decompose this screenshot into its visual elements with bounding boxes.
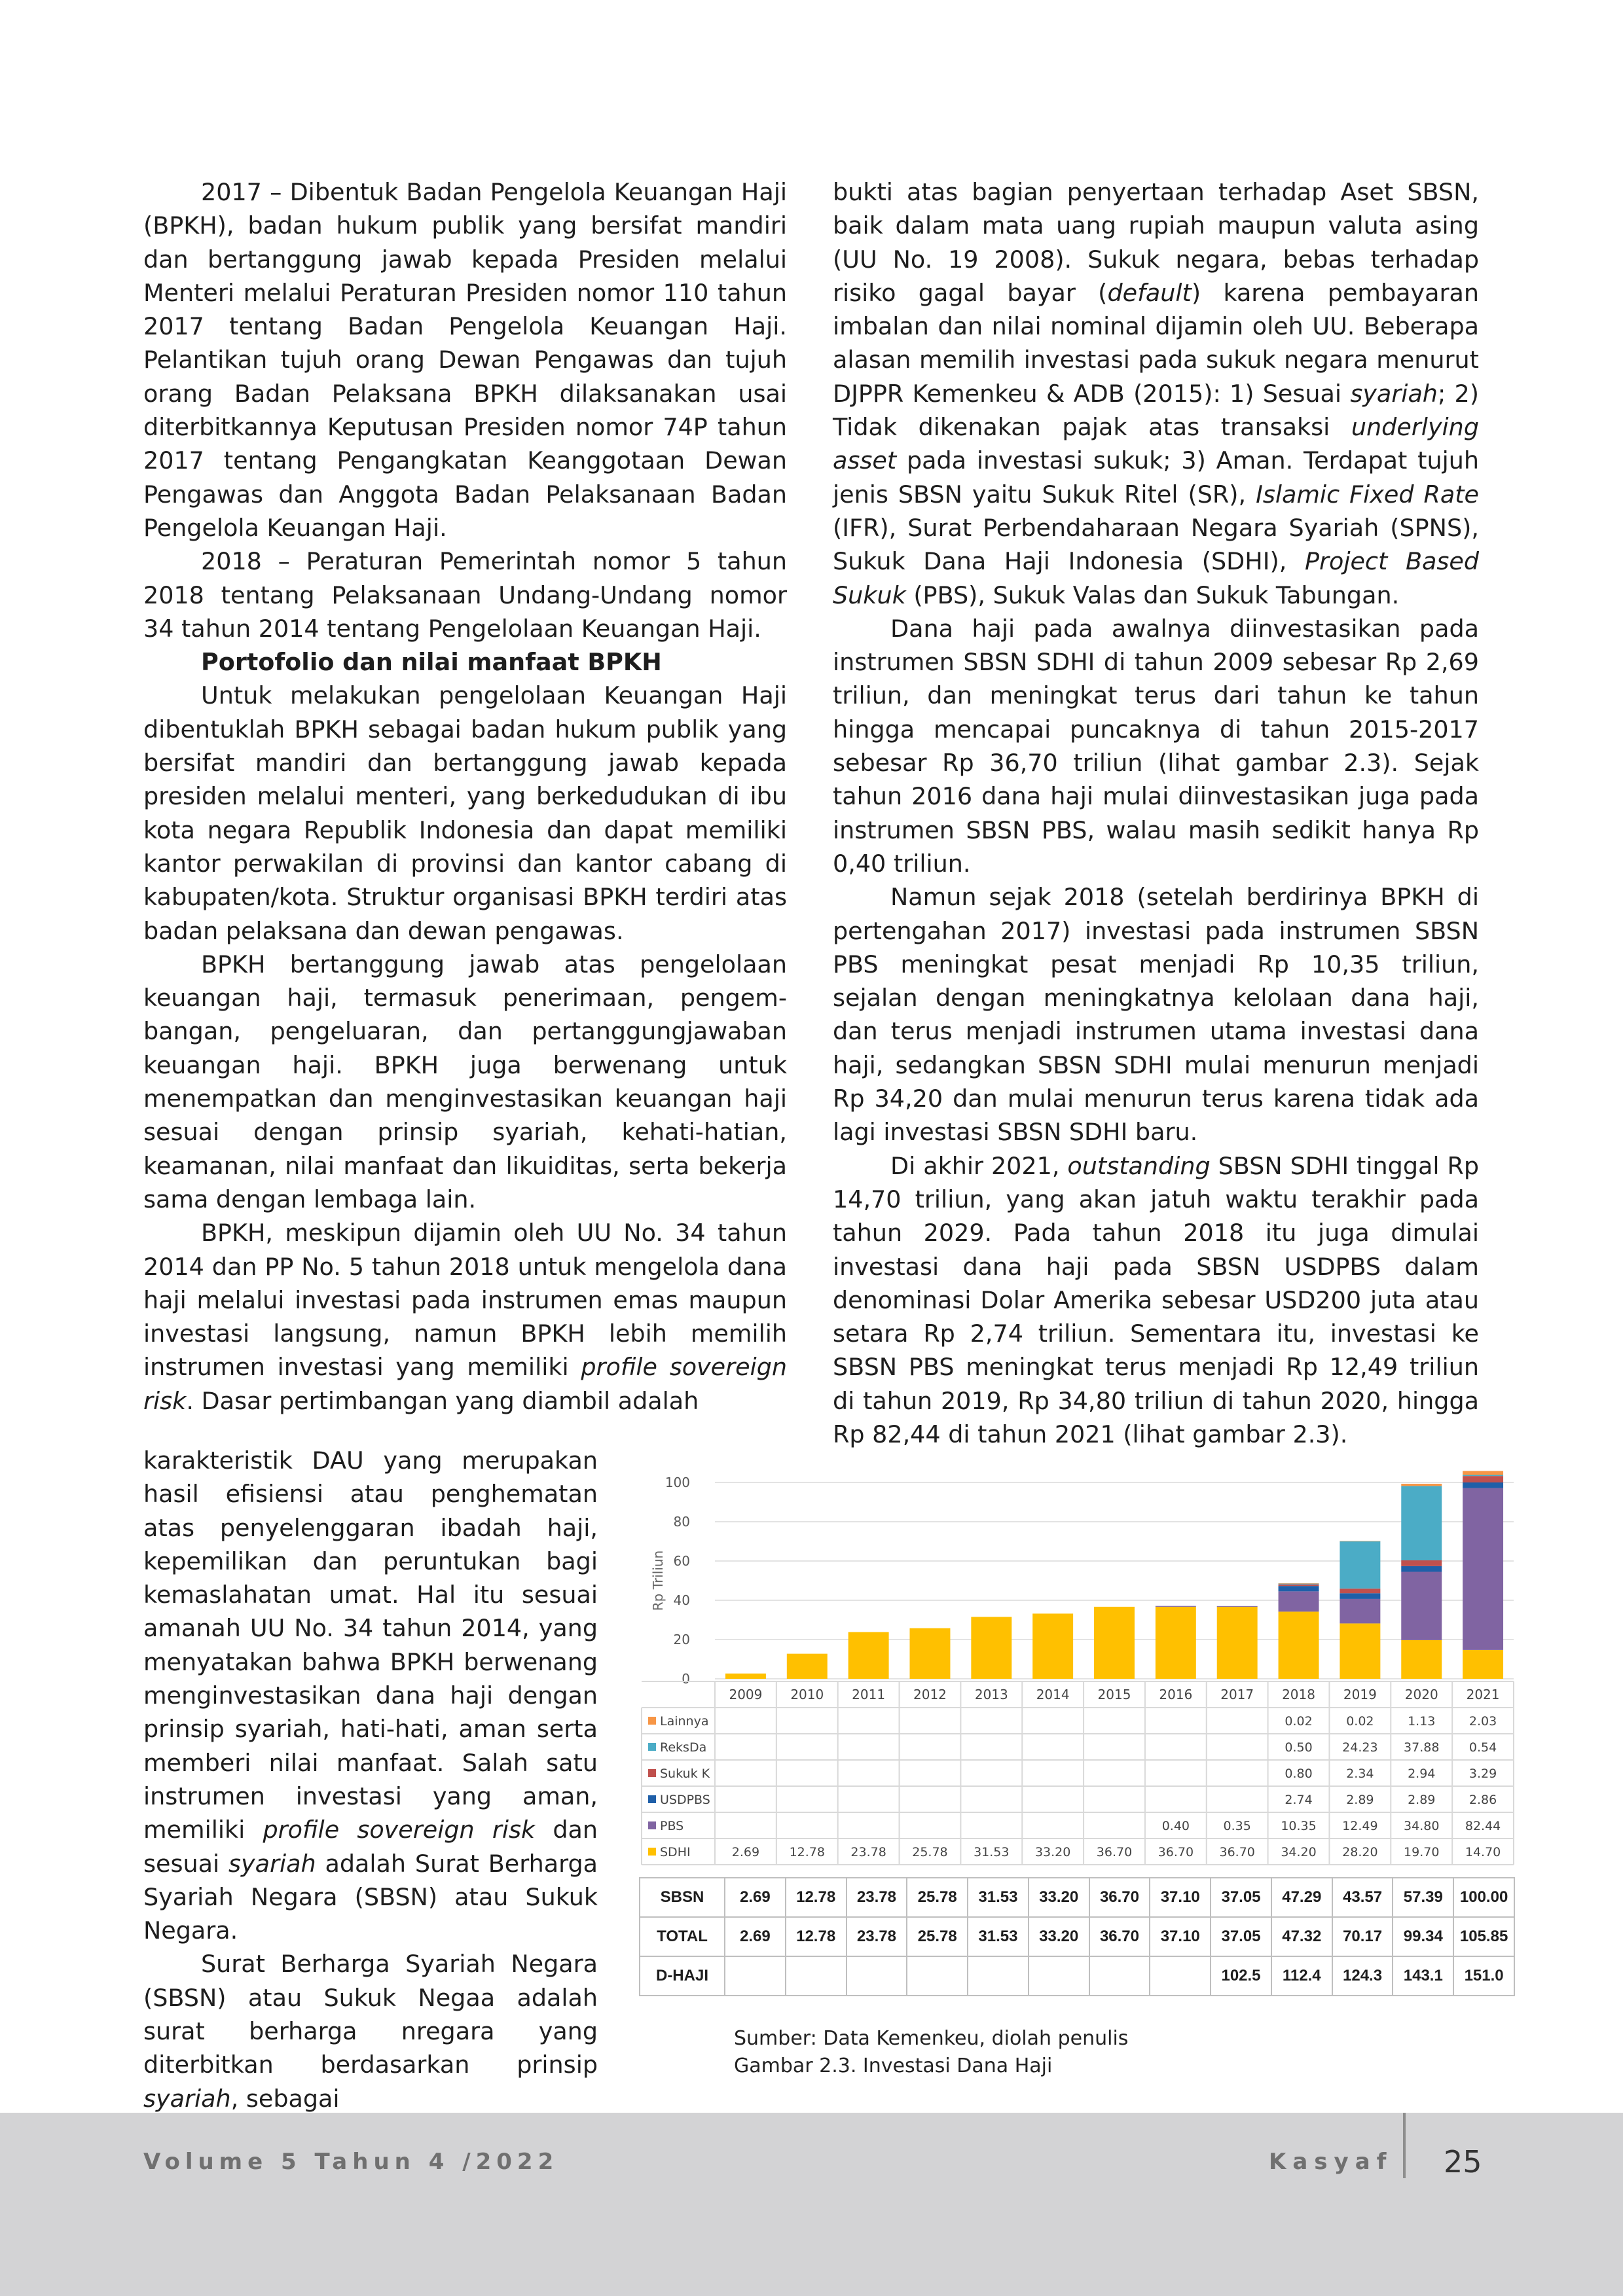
- data-label: 12.49: [1342, 1819, 1378, 1833]
- data-label: 0.35: [1223, 1819, 1251, 1833]
- paragraph: BPKH bertanggung jawab atas pengelolaan keuangan haji, termasuk penerimaan, pengem-bangan, pengeluaran, dan pertanggungjawaban keuangan haji. BPKH juga berwenang untuk menempatkan dan menginvestasikan keuangan haji sesuai dengan prinsip syariah, kehati-hatian, keamanan, nilai manfaat dan likuiditas, serta bekerja sama dengan lembaga lain.: [143, 950, 787, 1213]
- summary-cell: 47.29: [1271, 1878, 1332, 1917]
- summary-cell: 33.20: [1029, 1917, 1089, 1956]
- footer-band: [0, 2113, 1623, 2296]
- text-run: ) karena pembayaran imbalan dan nilai nominal dijamin oleh UU. Beberapa alasan memilih investasi pada sukuk negara menurut DJPPR Kemenkeu & ADB (2015): 1) Sesuai: [833, 278, 1479, 408]
- caption-source: Sumber: Data Kemenkeu, diolah penulis: [734, 2027, 1129, 2050]
- data-label: 33.20: [1034, 1845, 1071, 1859]
- bar-segment: [1463, 1482, 1503, 1488]
- bar-segment: [1401, 1572, 1442, 1640]
- paragraph: Dana haji pada awalnya diinvestasikan pada instrumen SBSN SDHI di tahun 2009 sebesar Rp 2,69 triliun, dan meningkat terus dari tahun ke tahun hingga mencapai puncaknya di tahun 2015-2017 sebesar Rp 36,70 triliun (lihat gambar 2.3). Sejak tahun 2016 dana haji mulai diinvestasikan juga pada instrumen SBSN PBS, walau masih sedikit hanya Rp 0,40 triliun.: [833, 614, 1479, 878]
- summary-cell: 25.78: [907, 1878, 968, 1917]
- paragraph: [143, 1947, 598, 2115]
- legend-swatch: [648, 1717, 656, 1725]
- bar-segment: [1340, 1599, 1380, 1623]
- paragraph: [833, 175, 1479, 612]
- summary-cell: 36.70: [1089, 1917, 1150, 1956]
- summary-cell: 143.1: [1393, 1956, 1453, 1996]
- data-label: 2.03: [1468, 1714, 1497, 1729]
- data-label: 19.70: [1404, 1845, 1440, 1859]
- italic-run: syariah: [143, 2084, 231, 2113]
- caption-title: Gambar 2.3. Investasi Dana Haji: [734, 2054, 1053, 2077]
- legend-swatch: [648, 1769, 656, 1777]
- summary-cell: 36.70: [1089, 1878, 1150, 1917]
- summary-row: [640, 1878, 1514, 1917]
- summary-cell: 47.32: [1271, 1917, 1332, 1956]
- bar-segment: [1279, 1586, 1319, 1591]
- text-run: Di akhir 2021,: [890, 1151, 1068, 1180]
- data-label: 2.86: [1468, 1793, 1497, 1807]
- data-label: 23.78: [850, 1845, 886, 1859]
- summary-cell: [786, 1956, 847, 1996]
- x-tick-label: 2014: [1036, 1687, 1070, 1702]
- italic-run: syariah: [1350, 379, 1438, 408]
- data-label: 10.35: [1281, 1819, 1317, 1833]
- summary-cell: [968, 1956, 1029, 1996]
- italic-run: profile sovereign risk: [143, 1353, 787, 1415]
- bar-segment: [1340, 1588, 1380, 1593]
- italic-run: Project Based Sukuk: [833, 547, 1479, 609]
- text-run: BPKH, meskipun dijamin oleh UU No. 34 tahun 2014 dan PP No. 5 tahun 2018 untuk mengelola dana haji melalui investasi pada instrumen emas maupun investasi langsung, namun BPKH lebih memilih instrumen investasi yang memiliki: [143, 1219, 787, 1382]
- x-tick-label: 2016: [1159, 1687, 1193, 1702]
- summary-cell: 23.78: [847, 1917, 907, 1956]
- stacked-bar-chart: [629, 1466, 1519, 1878]
- paragraph: 2018 – Peraturan Pemerintah nomor 5 tahun 2018 tentang Pelaksanaan Undang-Undang nomor 34 tahun 2014 tentang Pengelolaan Keuangan Haji.: [143, 547, 787, 643]
- bar-segment: [1217, 1606, 1258, 1607]
- text-run: adalah Surat Berharga Syariah Negara (SBSN) atau Sukuk Negara.: [143, 1849, 598, 1945]
- text-run: Surat Berharga Syariah Negara (SBSN) atau Sukuk Negaa adalah surat berharga nregara yang diterbitkan berdasarkan prinsip: [143, 1950, 598, 2079]
- summary-cell: 151.0: [1453, 1956, 1514, 1996]
- x-tick-label: 2013: [974, 1687, 1008, 1702]
- summary-cell: [725, 1956, 786, 1996]
- y-tick-label: 60: [673, 1553, 690, 1569]
- x-tick-label: 2021: [1466, 1687, 1500, 1702]
- bar-segment: [725, 1674, 766, 1679]
- summary-cell: [1029, 1956, 1089, 1996]
- data-label: 0.54: [1468, 1740, 1497, 1755]
- summary-cell: 102.5: [1211, 1956, 1271, 1996]
- bar-segment: [1279, 1611, 1319, 1679]
- data-label: 12.78: [789, 1845, 825, 1859]
- data-label: 36.70: [1096, 1845, 1133, 1859]
- summary-cell: [847, 1956, 907, 1996]
- y-tick-label: 100: [665, 1475, 690, 1490]
- summary-cell: [1089, 1956, 1150, 1996]
- data-label: 34.80: [1404, 1819, 1440, 1833]
- bar-segment: [1463, 1488, 1503, 1650]
- text-run: karakteristik DAU yang merupakan hasil efisiensi atau penghematan atas penyelenggaran ibadah haji, kepemilikan dan peruntukan bagi kemaslahatan umat. Hal itu sesuai amanah UU No. 34 tahun 2014, yang menyatakan bahwa BPKH berwenang menginvestasikan dana haji dengan prinsip syariah, hati-hati, aman serta memberi nilai manfaat. Salah satu instrumen investasi yang aman, memiliki: [143, 1446, 598, 1844]
- footer-volume: Volume 5 Tahun 4 /2022: [143, 2149, 559, 2175]
- legend-swatch: [648, 1743, 656, 1751]
- legend-label: ReksDa: [660, 1740, 707, 1755]
- summary-cell: 31.53: [968, 1917, 1029, 1956]
- summary-row: [640, 1956, 1514, 1996]
- legend-label: SDHI: [660, 1845, 691, 1859]
- summary-cell: 105.85: [1453, 1917, 1514, 1956]
- footer-divider: [1403, 2113, 1406, 2178]
- bar-segment: [1094, 1607, 1135, 1679]
- data-label: 0.02: [1285, 1714, 1313, 1729]
- bar-segment: [848, 1632, 889, 1679]
- data-label: 2.89: [1346, 1793, 1374, 1807]
- summary-cell: 12.78: [786, 1917, 847, 1956]
- summary-cell: 12.78: [786, 1878, 847, 1917]
- data-label: 2.69: [731, 1845, 760, 1859]
- x-tick-label: 2015: [1097, 1687, 1131, 1702]
- x-tick-label: 2010: [790, 1687, 824, 1702]
- y-tick-label: 0: [682, 1671, 690, 1687]
- x-tick-label: 2009: [729, 1687, 763, 1702]
- legend-swatch: [648, 1795, 656, 1803]
- data-label: 0.40: [1161, 1819, 1190, 1833]
- left-column-wrapped: [143, 1444, 598, 2115]
- summary-cell: [1150, 1956, 1211, 1996]
- data-label: 34.20: [1281, 1845, 1317, 1859]
- summary-row: [640, 1917, 1514, 1956]
- summary-cell: 23.78: [847, 1878, 907, 1917]
- data-label: 36.70: [1219, 1845, 1255, 1859]
- x-tick-label: 2011: [852, 1687, 886, 1702]
- summary-cell: 124.3: [1332, 1956, 1393, 1996]
- paragraph: Untuk melakukan pengelolaan Keuangan Haji dibentuklah BPKH sebagai badan hukum publik yang bersifat mandiri dan bertanggung jawab kepada presiden melalui menteri, yang berkedudukan di ibu kota negara Republik Indonesia dan dapat memiliki kantor perwakilan di provinsi dan kantor cabang di kabupaten/kota. Struktur organisasi BPKH terdiri atas badan pelaksana dan dewan pengawas.: [143, 681, 787, 945]
- summary-cell: 2.69: [725, 1917, 786, 1956]
- data-label: 0.50: [1285, 1740, 1313, 1755]
- legend-label: PBS: [660, 1819, 684, 1833]
- bar-segment: [1463, 1476, 1503, 1482]
- text-run: (PBS), Sukuk Valas dan Sukuk Tabungan.: [905, 581, 1400, 609]
- text-run: bukti atas bagian penyertaan terhadap Aset SBSN, baik dalam mata uang rupiah maupun valuta asing (UU No. 19 2008). Sukuk negara, bebas terhadap risiko gagal bayar (: [833, 178, 1479, 307]
- summary-cell: 37.10: [1150, 1878, 1211, 1917]
- data-label: 3.29: [1468, 1767, 1497, 1781]
- text-run: dan sesuai: [143, 1816, 598, 1878]
- summary-cell: 100.00: [1453, 1878, 1514, 1917]
- italic-run: underlying asset: [833, 413, 1479, 475]
- bar-segment: [1463, 1475, 1503, 1477]
- bar-segment: [971, 1617, 1012, 1679]
- text-run: (IFR), Surat Perbendaharaan Negara Syariah (SPNS), Sukuk Dana Haji Indonesia (SDHI),: [833, 513, 1479, 576]
- data-label: 24.23: [1342, 1740, 1378, 1755]
- y-tick-label: 40: [673, 1592, 690, 1608]
- legend-swatch: [648, 1848, 656, 1856]
- summary-cell: 25.78: [907, 1917, 968, 1956]
- text-run: pada investasi sukuk; 3) Aman. Terdapat tujuh jenis SBSN yaitu Sukuk Ritel (SR),: [833, 446, 1479, 509]
- data-label: 14.70: [1465, 1845, 1501, 1859]
- summary-cell: 57.39: [1393, 1878, 1453, 1917]
- bar-segment: [1401, 1560, 1442, 1566]
- bar-segment: [1279, 1591, 1319, 1611]
- summary-cell: 99.34: [1393, 1917, 1453, 1956]
- data-label: 28.20: [1342, 1845, 1378, 1859]
- bar-segment: [1401, 1566, 1442, 1572]
- data-label: 2.34: [1346, 1767, 1374, 1781]
- summary-cell: 43.57: [1332, 1878, 1393, 1917]
- summary-row-label: D-HAJI: [640, 1956, 725, 1996]
- data-label: 0.80: [1285, 1767, 1313, 1781]
- data-label: 82.44: [1465, 1819, 1501, 1833]
- x-tick-label: 2019: [1343, 1687, 1377, 1702]
- x-tick-label: 2012: [913, 1687, 947, 1702]
- bar-segment: [1401, 1640, 1442, 1679]
- text-run: . Dasar pertimbangan yang diambil adalah: [186, 1386, 699, 1415]
- italic-run: default: [1107, 278, 1192, 307]
- data-label: 36.70: [1158, 1845, 1194, 1859]
- text-run: , sebagai: [230, 2084, 340, 2113]
- page-number: 25: [1444, 2144, 1482, 2179]
- data-label: 1.13: [1408, 1714, 1436, 1729]
- summary-cell: 70.17: [1332, 1917, 1393, 1956]
- bar-segment: [1401, 1486, 1442, 1560]
- paragraph: Namun sejak 2018 (setelah berdirinya BPKH di pertengahan 2017) investasi pada instrumen SBSN PBS meningkat pesat menjadi Rp 10,35 triliun, sejalan dengan meningkatnya kelolaan dana haji, dan terus menjadi instrumen utama investasi dana haji, sedangkan SBSN SDHI mulai menurun menjadi Rp 34,20 dan mulai menurun terus karena tidak ada lagi investasi SBSN SDHI baru.: [833, 883, 1479, 1147]
- data-label: 0.02: [1346, 1714, 1374, 1729]
- bar-segment: [1156, 1607, 1196, 1679]
- data-label: 2.74: [1285, 1793, 1313, 1807]
- bar-segment: [1340, 1593, 1380, 1599]
- summary-table: [639, 1877, 1515, 1996]
- y-tick-label: 80: [673, 1514, 690, 1530]
- legend-swatch: [648, 1821, 656, 1829]
- bar-segment: [1217, 1607, 1258, 1679]
- paragraph: [833, 1149, 1479, 1452]
- italic-run: Islamic Fixed Rate: [1256, 480, 1479, 509]
- paragraph: [143, 1444, 598, 1947]
- x-tick-label: 2020: [1404, 1687, 1438, 1702]
- legend-label: Sukuk K: [660, 1767, 710, 1781]
- data-label: 2.89: [1408, 1793, 1436, 1807]
- bar-segment: [787, 1654, 828, 1679]
- bar-segment: [1156, 1606, 1196, 1607]
- italic-run: outstanding: [1067, 1151, 1211, 1180]
- summary-row-label: TOTAL: [640, 1917, 725, 1956]
- x-tick-label: 2017: [1220, 1687, 1254, 1702]
- summary-cell: 31.53: [968, 1878, 1029, 1917]
- paragraph: 2017 – Dibentuk Badan Pengelola Keuangan Haji (BPKH), badan hukum publik yang bersifat mandiri dan bertanggung jawab kepada Presiden melalui Menteri melalui Peraturan Presiden nomor 110 tahun 2017 tentang Badan Pengelola Keuangan Haji. Pelantikan tujuh orang Dewan Pengawas dan tujuh orang Badan Pelaksana BPKH dilaksanakan usai diterbitkannya Keputusan Presiden nomor 74P tahun 2017 tentang Pengangkatan Keanggotaan Dewan Pengawas dan Anggota Badan Pelaksanaan Badan Pengelola Keuangan Haji.: [143, 178, 787, 542]
- bar-segment: [1463, 1471, 1503, 1475]
- section-heading: Portofolio dan nilai manfaat BPKH: [201, 648, 662, 677]
- bar-segment: [1401, 1484, 1442, 1486]
- y-axis-label: Rp Triliun: [650, 1550, 666, 1611]
- paragraph: [143, 1216, 787, 1418]
- bar-segment: [1463, 1650, 1503, 1679]
- footer-journal-name: Kasyaf: [1269, 2149, 1393, 2175]
- data-label: 37.88: [1404, 1740, 1440, 1755]
- summary-row-label: SBSN: [640, 1878, 725, 1917]
- summary-cell: 37.10: [1150, 1917, 1211, 1956]
- bar-segment: [1279, 1583, 1319, 1584]
- figure-caption: [734, 2025, 1128, 2080]
- summary-cell: 2.69: [725, 1878, 786, 1917]
- data-label: 25.78: [912, 1845, 948, 1859]
- summary-cell: 37.05: [1211, 1878, 1271, 1917]
- bar-segment: [1340, 1541, 1380, 1589]
- bar-segment: [1032, 1613, 1073, 1679]
- left-column: [143, 175, 787, 1418]
- right-column: [833, 175, 1479, 1451]
- summary-cell: 37.05: [1211, 1917, 1271, 1956]
- legend-label: USDPBS: [660, 1793, 710, 1807]
- text-run: SBSN SDHI tinggal Rp 14,70 triliun, yang akan jatuh waktu terakhir pada tahun 2029. Pada tahun 2018 itu juga dimulai investasi dana haji pada SBSN USDPBS dalam denominasi Dolar Amerika sebesar USD200 juta atau setara Rp 2,74 triliun. Sementara itu, investasi ke SBSN PBS meningkat terus menjadi Rp 12,49 triliun di tahun 2019, Rp 34,80 triliun di tahun 2020, hingga Rp 82,44 di tahun 2021 (lihat gambar 2.3).: [833, 1151, 1479, 1448]
- data-label: 2.94: [1408, 1767, 1436, 1781]
- italic-run: syariah: [228, 1849, 316, 1878]
- y-tick-label: 20: [673, 1632, 690, 1647]
- data-label: 31.53: [974, 1845, 1010, 1859]
- legend-label: Lainnya: [660, 1714, 709, 1729]
- x-tick-label: 2018: [1282, 1687, 1315, 1702]
- bar-segment: [909, 1628, 950, 1679]
- summary-cell: 33.20: [1029, 1878, 1089, 1917]
- italic-run: profile sovereign risk: [263, 1816, 536, 1844]
- bar-segment: [1279, 1585, 1319, 1586]
- summary-cell: [907, 1956, 968, 1996]
- text-run: ; 2) Tidak dikenakan pajak atas transaksi: [833, 379, 1479, 442]
- bar-segment: [1340, 1623, 1380, 1679]
- summary-cell: 112.4: [1271, 1956, 1332, 1996]
